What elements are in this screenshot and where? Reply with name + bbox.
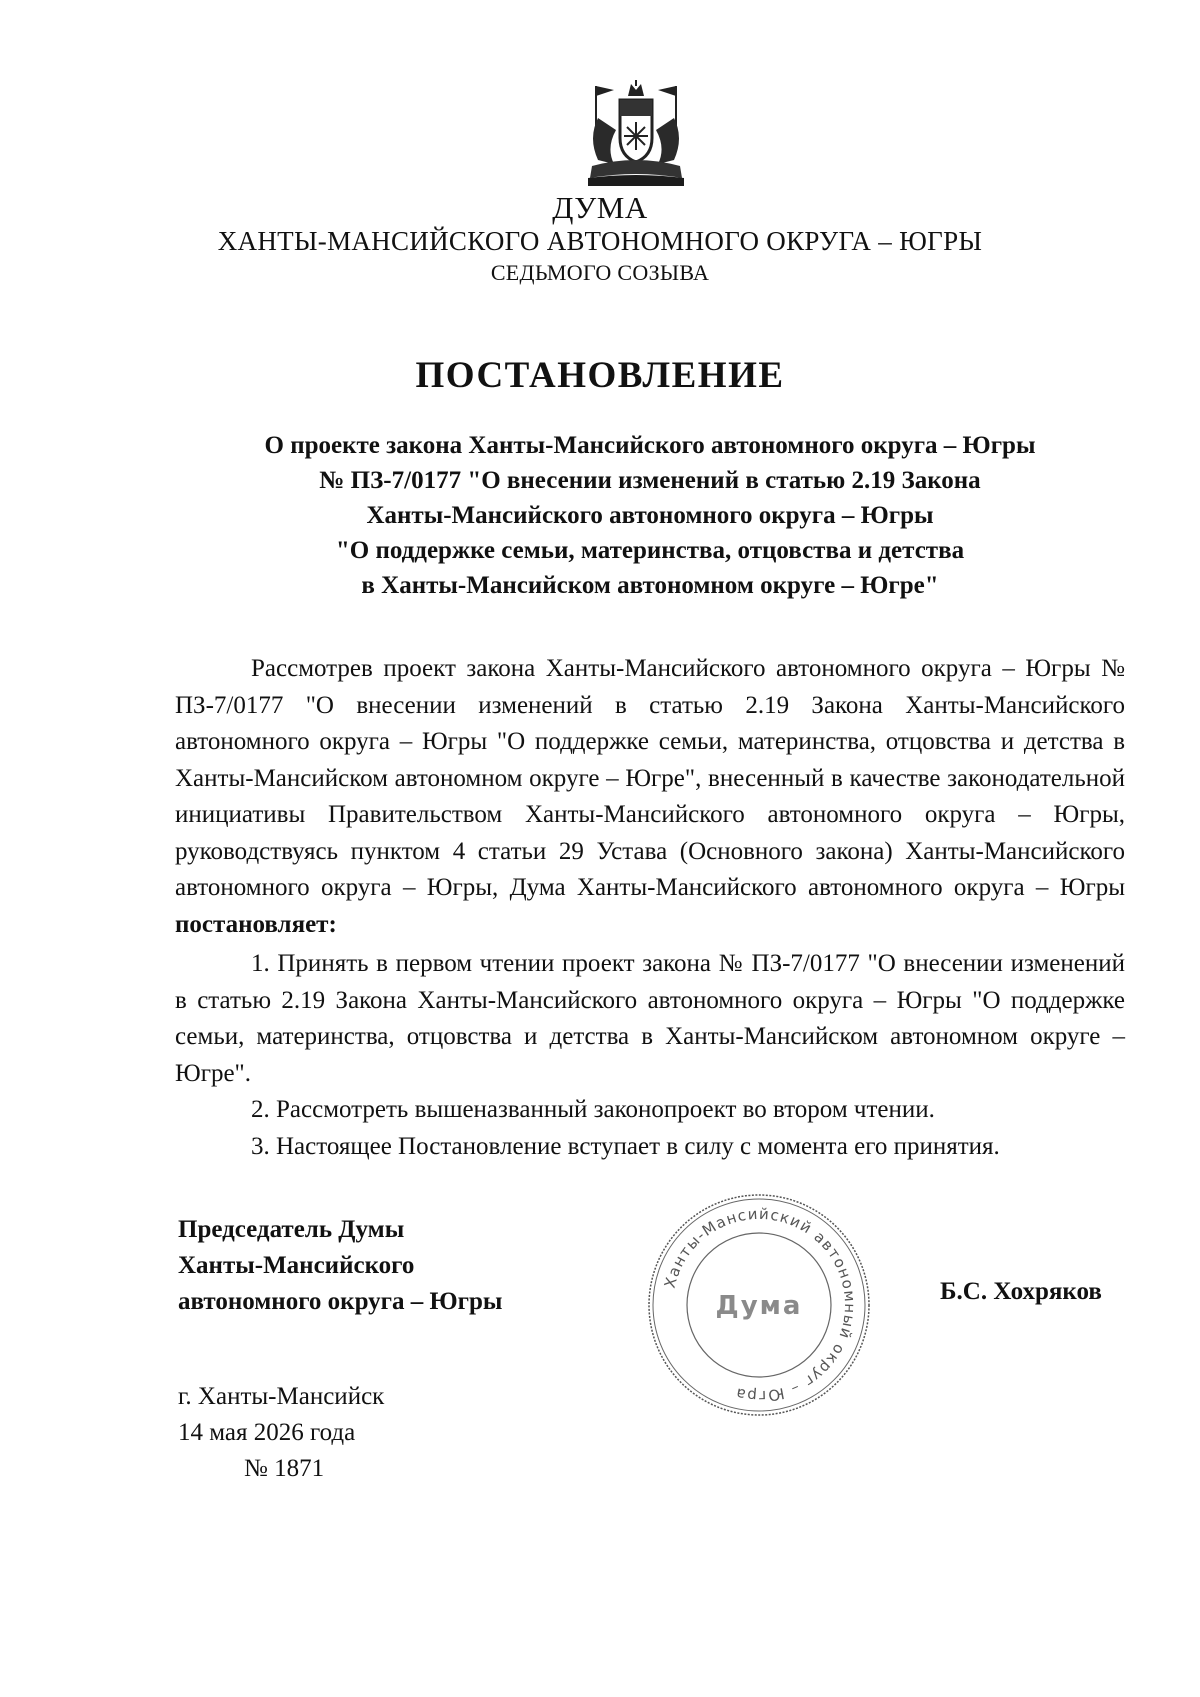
signer-name: Б.С. Хохряков <box>940 1278 1102 1305</box>
resolution-item: 1. Принять в первом чтении проект закона № ПЗ-7/0177 "О внесении изменений в статью 2.19 Закона Ханты-Мансийского автономного округа – Югры "О поддержке семьи, материнства, отцовства и детства в Ханты-Мансийском автономном округе – Югре". <box>175 950 1125 1087</box>
signer-title-line: автономного округа – Югры <box>178 1288 503 1315</box>
org-region: ХАНТЫ-МАНСИЙСКОГО АВТОНОМНОГО ОКРУГА – ЮГРЫ <box>217 226 983 256</box>
official-seal-stamp <box>646 1192 872 1418</box>
document-date: 14 мая 2026 года <box>178 1419 356 1446</box>
resolution-item: 2. Рассмотреть вышеназванный законопроект во втором чтении. <box>251 1096 935 1123</box>
document-place: г. Ханты-Мансийск <box>178 1383 385 1410</box>
resolution-item: 3. Настоящее Постановление вступает в силу с момента его принятия. <box>251 1132 1000 1160</box>
document-title-line: "О поддержке семьи, материнства, отцовства и детства <box>335 537 965 564</box>
document-title-line: О проекте закона Ханты-Мансийского автономного округа – Югры <box>264 432 1036 459</box>
resolution-items <box>175 946 1125 1165</box>
preamble-text: Рассмотрев проект закона Ханты-Мансийского автономного округа – Югры № ПЗ-7/0177 "О внесении изменений в статью 2.19 Закона Ханты-Мансийского автономного округа – Югры "О поддержке семьи, материнства, отцовства и детства в Ханты-Мансийском автономном округе – Югре", внесенный в качестве законодательной инициативы Правительством Ханты-Мансийского автономного округа – Югры, руководствуясь пунктом 4 статьи 29 Устава (Основного закона) Ханты-Мансийского автономного округа – Югры, Дума Ханты-Мансийского автономного округа – Югры <box>175 655 1125 901</box>
document-title-line: № ПЗ-7/0177 "О внесении изменений в статью 2.19 Закона <box>319 467 981 494</box>
document-title-line: в Ханты-Мансийском автономном округе – Югре" <box>361 572 939 599</box>
document-type: ПОСТАНОВЛЕНИЕ <box>415 355 785 396</box>
document-number: № 1871 <box>244 1455 325 1482</box>
preamble-emphasis: постановляет: <box>175 910 337 938</box>
signer-title <box>178 1212 502 1320</box>
seal-ring-text: Ханты-Мансийский автономный округ – Югра <box>660 1204 860 1406</box>
org-convocation: СЕДЬМОГО СОЗЫВА <box>490 260 710 285</box>
document-title <box>170 428 1130 603</box>
place-and-date <box>178 1379 384 1487</box>
signer-title-line: Председатель Думы <box>178 1216 405 1243</box>
signer-title-line: Ханты-Мансийского <box>178 1252 415 1279</box>
org-name: ДУМА <box>552 190 648 225</box>
coat-of-arms-emblem <box>584 78 688 190</box>
document-title-line: Ханты-Мансийского автономного округа – Югры <box>366 502 934 529</box>
preamble-paragraph <box>175 651 1125 943</box>
seal-center-text: Дума <box>715 1291 803 1321</box>
